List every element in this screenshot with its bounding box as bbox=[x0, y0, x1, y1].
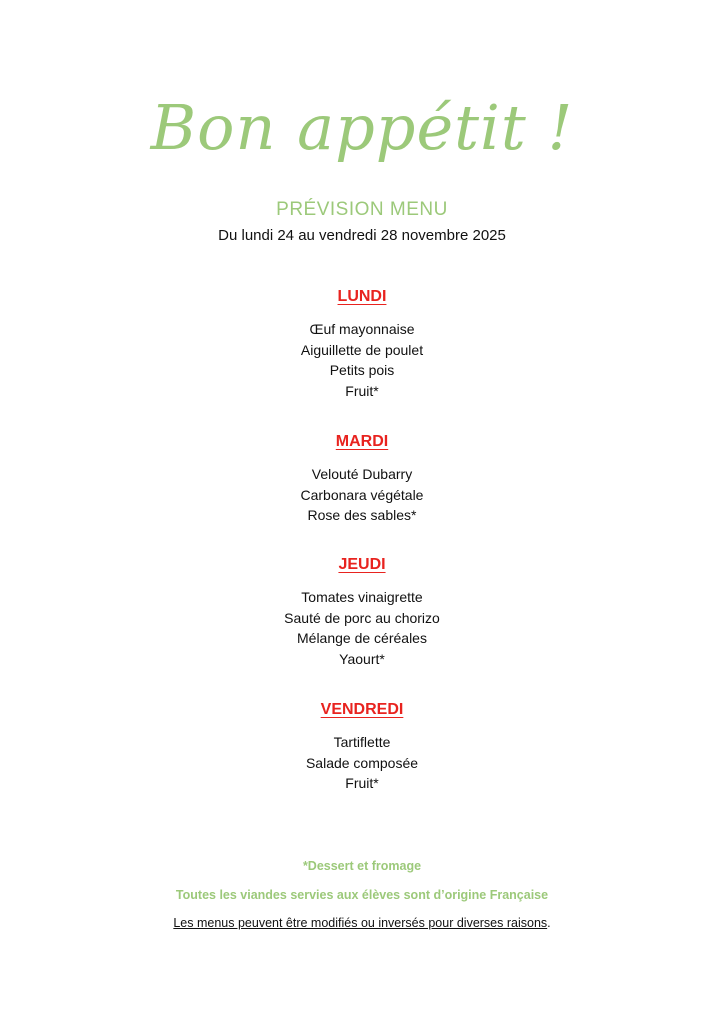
menu-disclaimer bbox=[0, 914, 724, 932]
day-title: MARDI bbox=[335, 433, 389, 450]
disclaimer-text: Les menus peuvent être modifiés ou inversés pour diverses raisons bbox=[173, 916, 548, 930]
meat-origin-note: Toutes les viandes servies aux élèves sont d’origine Française bbox=[175, 888, 549, 902]
day-section-mardi bbox=[0, 431, 724, 526]
disclaimer-period: . bbox=[547, 916, 551, 930]
day-title: LUNDI bbox=[337, 288, 387, 305]
menu-item: Fruit* bbox=[345, 775, 379, 792]
menu-items bbox=[0, 732, 724, 794]
menu-items bbox=[0, 587, 724, 669]
page-title: Bon appétit ! bbox=[150, 91, 574, 164]
menu-item: Petits pois bbox=[329, 362, 395, 379]
menu-item: Œuf mayonnaise bbox=[309, 321, 415, 337]
menu-item: Salade composée bbox=[305, 754, 419, 771]
menu-item: Aiguillette de poulet bbox=[300, 341, 424, 358]
menu-item: Carbonara végétale bbox=[300, 486, 424, 503]
dessert-footnote: *Dessert et fromage bbox=[302, 859, 422, 873]
menu-items bbox=[0, 464, 724, 526]
menu-item: Velouté Dubarry bbox=[311, 466, 413, 482]
menu-item: Sauté de porc au chorizo bbox=[284, 609, 440, 626]
day-section-jeudi bbox=[0, 554, 724, 669]
menu-item: Yaourt* bbox=[339, 650, 385, 667]
menu-item: Rose des sables* bbox=[307, 507, 417, 524]
day-title: JEUDI bbox=[338, 556, 386, 573]
menu-items bbox=[0, 319, 724, 401]
menu-item: Fruit* bbox=[345, 382, 379, 399]
day-section-lundi bbox=[0, 286, 724, 401]
day-section-vendredi bbox=[0, 699, 724, 794]
menu-item: Tomates vinaigrette bbox=[301, 589, 423, 605]
menu-item: Tartiflette bbox=[333, 734, 391, 750]
day-title: VENDREDI bbox=[320, 701, 404, 718]
menu-subtitle: PRÉVISION MENU bbox=[276, 199, 448, 220]
menu-item: Mélange de céréales bbox=[297, 630, 427, 647]
menu-date-range: Du lundi 24 au vendredi 28 novembre 2025 bbox=[218, 227, 506, 244]
